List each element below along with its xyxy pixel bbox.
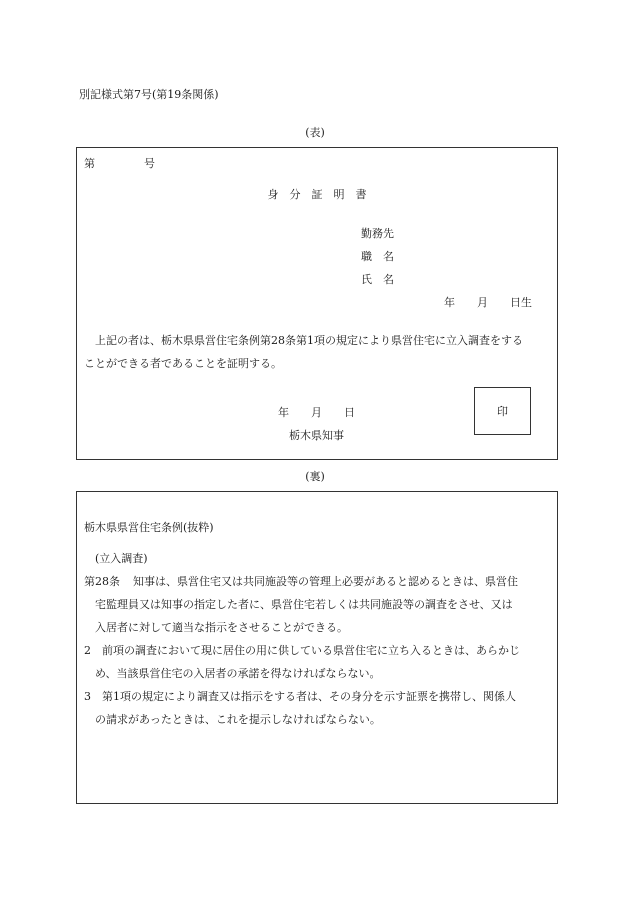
field-name: 氏 名 (361, 273, 394, 286)
birth-date: 年 月 日生 (444, 296, 532, 309)
card-number-suffix: 号 (144, 157, 155, 170)
issuer: 栃木県知事 (289, 429, 344, 442)
article-caption: (立入調査) (95, 552, 148, 565)
card-number-prefix: 第 (84, 157, 95, 170)
certification-line-1: 上記の者は、栃木県県営住宅条例第28条第1項の規定により県営住宅に立入調査をする (95, 334, 523, 347)
article-line-1: 知事は、県営住宅又は共同施設等の管理上必要があると認めるときは、県営住 (133, 575, 518, 588)
issue-date: 年 月 日 (278, 406, 355, 419)
article-line-2: 宅監理員又は知事の指定した者に、県営住宅若しくは共同施設等の調査をさせ、又は (95, 598, 513, 611)
certification-line-2: ことができる者であることを証明する。 (84, 357, 282, 370)
back-side-label: (裏) (305, 470, 325, 483)
paragraph-3-line-2: の請求があったときは、これを提示しなければならない。 (95, 713, 381, 726)
paragraph-2-line-1: 2 前項の調査において現に居住の用に供している県営住宅に立ち入るときは、あらかじ (84, 644, 520, 657)
card-title: 身 分 証 明 書 (267, 188, 367, 201)
form-label: 別記様式第7号(第19条関係) (79, 88, 219, 101)
front-side-label: (表) (305, 126, 325, 139)
id-card-back (76, 491, 558, 804)
field-workplace: 勤務先 (361, 227, 394, 240)
seal-box (474, 387, 531, 435)
paragraph-2-line-2: め、当該県営住宅の入居者の承諾を得なければならない。 (95, 667, 381, 680)
paragraph-3-line-1: 3 第1項の規定により調査又は指示をする者は、その身分を示す証票を携帯し、関係人 (84, 690, 516, 703)
id-card-front (76, 147, 558, 460)
article-line-3: 入居者に対して適当な指示をさせることができる。 (95, 621, 348, 634)
article-number: 第28条 (84, 575, 120, 588)
field-position: 職 名 (361, 250, 394, 263)
ordinance-heading: 栃木県県営住宅条例(抜粋) (84, 521, 214, 534)
seal-label: 印 (497, 405, 508, 418)
